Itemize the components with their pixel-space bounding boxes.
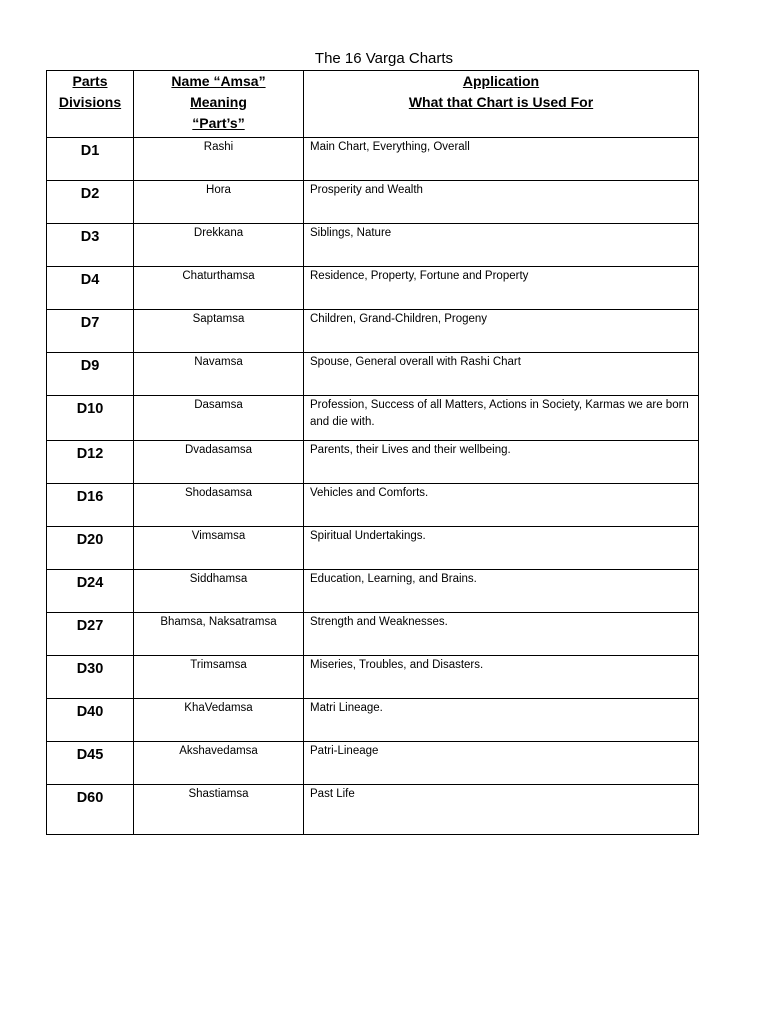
application-cell: Parents, their Lives and their wellbeing.: [304, 441, 699, 484]
application-cell: Strength and Weaknesses.: [304, 613, 699, 656]
part-cell: D45: [47, 742, 134, 785]
table-row: [47, 138, 699, 181]
name-cell: Navamsa: [134, 353, 304, 396]
part-cell: D4: [47, 267, 134, 310]
name-cell: Akshavedamsa: [134, 742, 304, 785]
application-cell: Miseries, Troubles, and Disasters.: [304, 656, 699, 699]
table-row: [47, 181, 699, 224]
application-cell: Patri-Lineage: [304, 742, 699, 785]
part-cell: D24: [47, 570, 134, 613]
header-parts-meaning-label: “Part’s”: [192, 115, 245, 131]
application-cell: Past Life: [304, 785, 699, 835]
header-application-label: Application: [462, 73, 540, 89]
header-used-for-label: What that Chart is Used For: [408, 94, 594, 110]
application-cell: Children, Grand-Children, Progeny: [304, 310, 699, 353]
part-cell: D3: [47, 224, 134, 267]
part-cell: D27: [47, 613, 134, 656]
name-cell: Dvadasamsa: [134, 441, 304, 484]
header-parts-label: Parts: [72, 73, 108, 89]
application-cell: Main Chart, Everything, Overall: [304, 138, 699, 181]
name-cell: Rashi: [134, 138, 304, 181]
part-cell: D40: [47, 699, 134, 742]
table-row: [47, 742, 699, 785]
varga-table: [46, 70, 699, 835]
part-cell: D10: [47, 396, 134, 441]
header-parts-divisions: [47, 71, 134, 138]
name-cell: KhaVedamsa: [134, 699, 304, 742]
table-row: [47, 699, 699, 742]
application-cell: Matri Lineage.: [304, 699, 699, 742]
name-cell: Hora: [134, 181, 304, 224]
part-cell: D7: [47, 310, 134, 353]
part-cell: D60: [47, 785, 134, 835]
application-cell: Spiritual Undertakings.: [304, 527, 699, 570]
header-row: [47, 71, 699, 138]
name-cell: Siddhamsa: [134, 570, 304, 613]
table-row: [47, 613, 699, 656]
table-row: [47, 527, 699, 570]
header-name-amsa: [134, 71, 304, 138]
application-cell: Residence, Property, Fortune and Property: [304, 267, 699, 310]
name-cell: Shodasamsa: [134, 484, 304, 527]
table-row: [47, 224, 699, 267]
name-cell: Trimsamsa: [134, 656, 304, 699]
application-cell: Spouse, General overall with Rashi Chart: [304, 353, 699, 396]
name-cell: Saptamsa: [134, 310, 304, 353]
application-cell: Profession, Success of all Matters, Actions in Society, Karmas we are born and die with.: [304, 396, 699, 441]
table-row: [47, 396, 699, 441]
part-cell: D16: [47, 484, 134, 527]
part-cell: D1: [47, 138, 134, 181]
name-cell: Bhamsa, Naksatramsa: [134, 613, 304, 656]
part-cell: D2: [47, 181, 134, 224]
name-cell: Chaturthamsa: [134, 267, 304, 310]
page-title: The 16 Varga Charts: [314, 50, 454, 67]
header-divisions-label: Divisions: [58, 94, 122, 110]
part-cell: D9: [47, 353, 134, 396]
table-row: [47, 310, 699, 353]
application-cell: Education, Learning, and Brains.: [304, 570, 699, 613]
header-name-label: Name “Amsa”: [171, 73, 266, 89]
header-meaning-label: Meaning: [190, 94, 247, 110]
table-row: [47, 267, 699, 310]
name-cell: Dasamsa: [134, 396, 304, 441]
table-row: [47, 441, 699, 484]
part-cell: D12: [47, 441, 134, 484]
application-cell: Vehicles and Comforts.: [304, 484, 699, 527]
table-row: [47, 353, 699, 396]
table-row: [47, 656, 699, 699]
part-cell: D20: [47, 527, 134, 570]
part-cell: D30: [47, 656, 134, 699]
name-cell: Vimsamsa: [134, 527, 304, 570]
name-cell: Shastiamsa: [134, 785, 304, 835]
table-row: [47, 785, 699, 835]
application-cell: Siblings, Nature: [304, 224, 699, 267]
header-application: [304, 71, 699, 138]
name-cell: Drekkana: [134, 224, 304, 267]
table-row: [47, 484, 699, 527]
table-row: [47, 570, 699, 613]
application-cell: Prosperity and Wealth: [304, 181, 699, 224]
